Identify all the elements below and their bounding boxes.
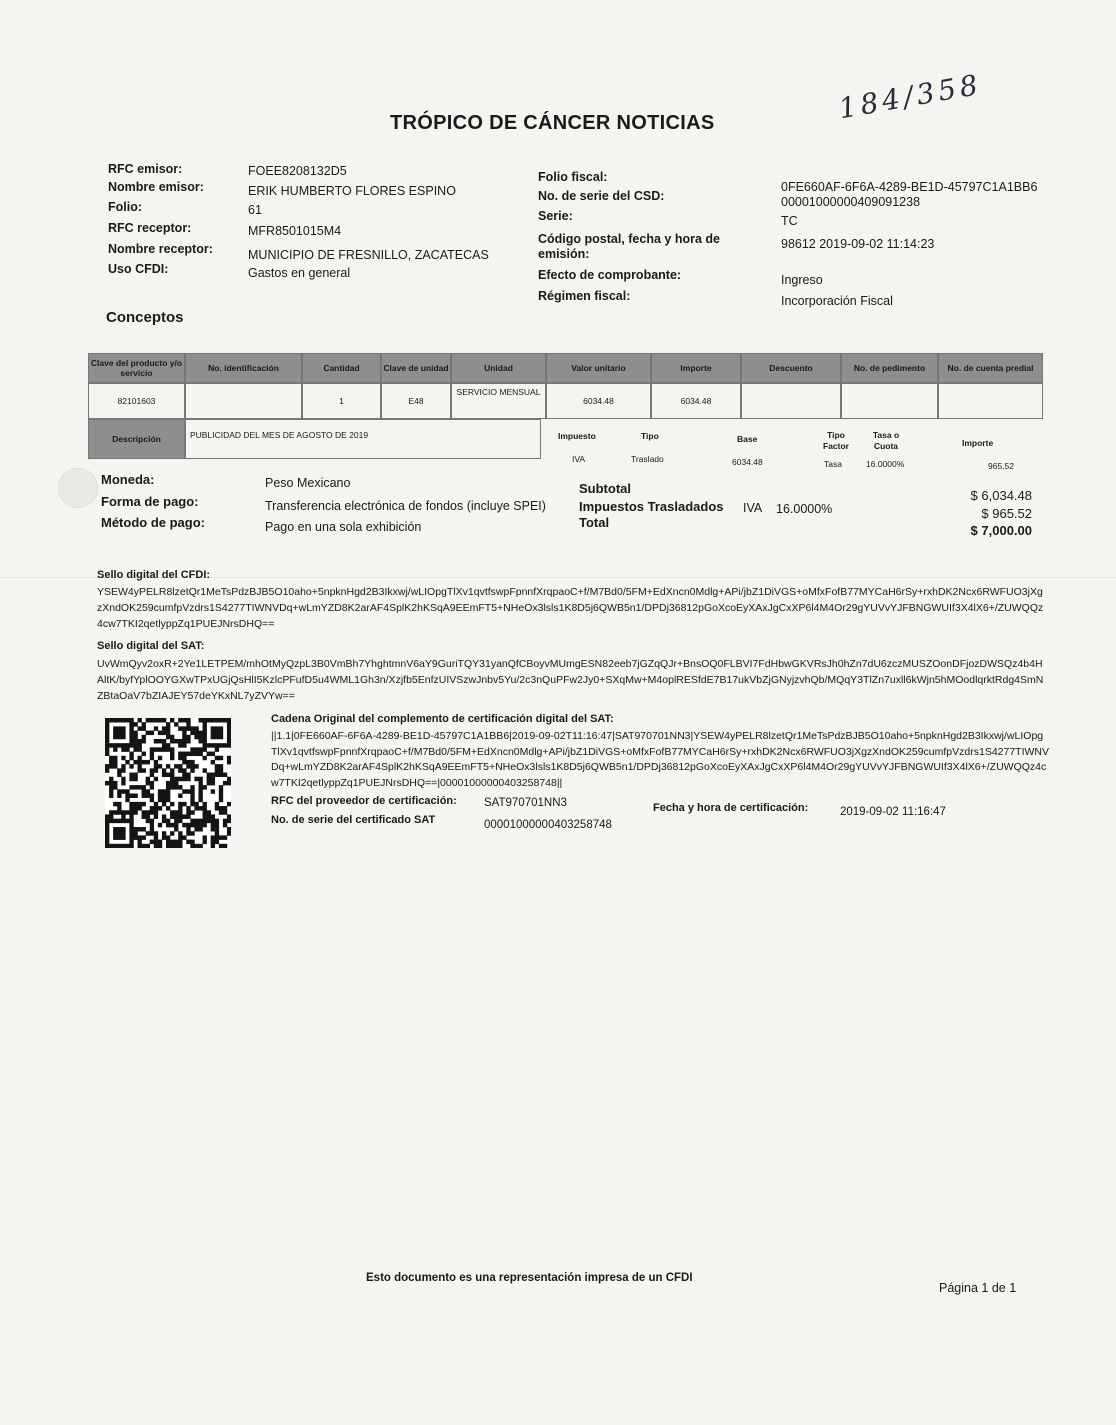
tax-impuesto-header: Impuesto — [558, 431, 596, 441]
page-number: Página 1 de 1 — [939, 1281, 1017, 1295]
folio-value: 61 — [248, 203, 262, 217]
tax-base-header: Base — [737, 434, 758, 444]
cp-label-line2: emisión: — [538, 247, 590, 261]
moneda-label: Moneda: — [101, 472, 155, 487]
th-descuento: Descuento — [741, 353, 841, 383]
uso-cfdi-label: Uso CFDI: — [108, 262, 169, 276]
forma-pago-value: Transferencia electrónica de fondos (incluye SPEI) — [265, 499, 546, 513]
nombre-emisor-label: Nombre emisor: — [108, 180, 204, 194]
conceptos-heading: Conceptos — [106, 309, 184, 326]
rfc-proveedor-label: RFC del proveedor de certificación: — [271, 795, 457, 807]
tax-impuesto-value: IVA — [572, 454, 586, 464]
cp-label-line1: Código postal, fecha y hora de — [538, 232, 720, 246]
td-clave-unidad: E48 — [381, 383, 451, 419]
moneda-value: Peso Mexicano — [265, 476, 351, 490]
impuestos-tipo: IVA — [743, 501, 763, 515]
td-no-cuenta-predial — [938, 383, 1043, 419]
serie-sat-label: No. de serie del certificado SAT — [271, 814, 436, 826]
descripcion-label: Descripción — [88, 419, 185, 459]
descripcion-value: PUBLICIDAD DEL MES DE AGOSTO DE 2019 — [185, 419, 541, 459]
total-value: $ 7,000.00 — [970, 523, 1032, 538]
th-no-cuenta-predial: No. de cuenta predial — [938, 353, 1043, 383]
folio-fiscal-value: 0FE660AF-6F6A-4289-BE1D-45797C1A1BB6 — [781, 180, 1038, 194]
qr-code-icon — [105, 718, 231, 848]
th-importe: Importe — [651, 353, 741, 383]
serie-csd-value: 00001000000409091238 — [781, 195, 921, 209]
metodo-pago-value: Pago en una sola exhibición — [265, 520, 422, 534]
th-cantidad: Cantidad — [302, 353, 381, 383]
rfc-receptor-label: RFC receptor: — [108, 221, 192, 235]
tax-tipo-factor-header: Tipo Factor — [823, 430, 849, 451]
tax-base-value: 6034.48 — [732, 457, 763, 467]
sello-cfdi-value: YSEW4yPELR8lzetQr1MeTsPdzBJB5O10aho+5npknHgd2B3Ikxwj/wLIOpgTlXv1qvtfswpFpnnfXrqpaoC+f/M7Bd0/5FM+EdXncn0Mdlg+APi/jbZ1DiVGS+oMfxFofB77MYCaH6rSy+rxhDK2Ncx6RWFUO3jXgzXndOK259cumfpVzdrs1S4277TIWNVDq+wLmYZD8K2arAF4SplK2hKSqA9EEmFT5+NHeOx3lsls1K8D5j6QWB5n1/DPDj36812pGoXcoEyXAxJgCxXP6l4M4Or29gYUVvYJFBNGWUIf3X4lX6+/ZUWQQz4cw7TKI2qetlyppZq1PUEJNrsDHQ== — [97, 586, 1044, 630]
td-descuento — [741, 383, 841, 419]
th-unidad: Unidad — [451, 353, 546, 383]
fecha-certificacion-value: 2019-09-02 11:16:47 — [840, 806, 946, 818]
impuestos-label: Impuestos Trasladados — [579, 499, 724, 514]
impuestos-tasa: 16.0000% — [776, 502, 833, 516]
tax-tipo-header: Tipo — [641, 431, 659, 441]
serie-csd-label: No. de serie del CSD: — [538, 189, 665, 203]
th-valor-unitario: Valor unitario — [546, 353, 651, 383]
rfc-receptor-value: MFR8501015M4 — [248, 224, 342, 238]
serie-label: Serie: — [538, 209, 573, 223]
td-unidad: SERVICIO MENSUAL — [451, 383, 546, 419]
cp-fecha-value: 98612 2019-09-02 11:14:23 — [781, 237, 935, 251]
tax-importe-value: 965.52 — [988, 461, 1014, 471]
qr-code — [105, 718, 231, 848]
impuestos-value: $ 965.52 — [981, 506, 1032, 521]
efecto-value: Ingreso — [781, 273, 823, 287]
cadena-value: ||1.1|0FE660AF-6F6A-4289-BE1D-45797C1A1BB6|2019-09-02T11:16:47|SAT970701NN3|YSEW4yPELR8lzetQr1MeTsPdzBJB5O10aho+5npknHgd2B3Ikxwj/wLIOpgTlXv1qvtfswpFpnnfXrqpaoC+f/M7Bd0/5FM+EdXncn0Mdlg+APi/jbZ1DiVGS+oMfxFofB77MYCaH6rSy+rxhDK2Ncx6RWFUO3jXgzXndOK259cumfpVzdrs1S4277TIWNVDq+wLmYZD8K2arAF4SplK2hKSqA9EEmFT5+NHeOx3lsls1K8D5j6QWB5n1/DPDj36812pGoXcoEyXAxJgCxXP6l4M4Or29gYUVvYJFBNGWUIf3X4lX6+/ZUWQQz4cw7TKI2qetlyppZq1PUEJNrsDHQ==|00001000000403258748|| — [271, 730, 1050, 789]
regimen-label: Régimen fiscal: — [538, 289, 631, 303]
rfc-emisor-value: FOEE8208132D5 — [248, 164, 347, 178]
tax-tipo-factor-value: Tasa — [824, 459, 842, 469]
nombre-receptor-value: MUNICIPIO DE FRESNILLO, ZACATECAS — [248, 248, 489, 262]
footer-note: Esto documento es una representación impresa de un CFDI — [366, 1272, 693, 1284]
total-label: Total — [579, 515, 610, 530]
td-valor-unitario: 6034.48 — [546, 383, 651, 419]
regimen-value: Incorporación Fiscal — [781, 294, 893, 308]
td-clave-producto: 82101603 — [88, 383, 185, 419]
sello-sat-value: UvWmQyv2oxR+2Ye1LETPEM/mhOtMyQzpL3B0VmBh7YhghtmnV6aY9GuriTQY31yanQfCBoyvMUmgESN82eeb7jGZqQJr+BnsOQ0FLBVI7FdHbwGKVRsJh0hZn7dU6zczMUSZOonDFjozDWSQz4b4HAltK/byfYplOOYGXwTPxUGjQsHlI5KzlcPFufD5u4WML1Gh3n/Xzjfb5EnfzUIVSzwJnbv5Yu/2c3nQuPFw2Jy0+SXqMw+M4oplRESfdE7B17ukVbZjGNyjzvhQb/MQqY3TlZn7uxll6kWjn5hMOodlqrktRdg4SmNZBtaOaV7bZIAJEY57deYKxNL7yZVYw== — [97, 658, 1044, 702]
forma-pago-label: Forma de pago: — [101, 494, 199, 509]
handwritten-page-note: 184/358 — [836, 67, 985, 126]
sello-sat-label: Sello digital del SAT: — [97, 640, 205, 652]
subtotal-label: Subtotal — [579, 481, 631, 496]
serie-value: TC — [781, 214, 798, 228]
cadena-label: Cadena Original del complemento de certificación digital del SAT: — [271, 713, 614, 725]
th-clave-unidad: Clave de unidad — [381, 353, 451, 383]
rfc-proveedor-value: SAT970701NN3 — [484, 797, 567, 809]
td-no-identificacion — [185, 383, 302, 419]
tax-tasa-cuota-value: 16.0000% — [866, 459, 905, 469]
document-title: TRÓPICO DE CÁNCER NOTICIAS — [390, 112, 715, 134]
efecto-label: Efecto de comprobante: — [538, 268, 682, 282]
tax-tasa-cuota-header: Tasa o Cuota — [872, 430, 900, 451]
tax-importe-header: Importe — [962, 438, 994, 448]
th-clave-producto: Clave del producto y/o servicio — [88, 353, 185, 383]
td-no-pedimento — [841, 383, 938, 419]
td-cantidad: 1 — [302, 383, 381, 419]
punch-hole-mark — [58, 468, 98, 508]
td-importe: 6034.48 — [651, 383, 741, 419]
serie-sat-value: 00001000000403258748 — [484, 819, 612, 831]
rfc-emisor-label: RFC emisor: — [108, 162, 183, 176]
metodo-pago-label: Método de pago: — [101, 515, 205, 530]
nombre-receptor-label: Nombre receptor: — [108, 242, 213, 256]
fecha-certificacion-label: Fecha y hora de certificación: — [653, 802, 809, 814]
tax-tipo-value: Traslado — [631, 454, 664, 464]
subtotal-value: $ 6,034.48 — [970, 488, 1032, 503]
folio-label: Folio: — [108, 200, 143, 214]
th-no-pedimento: No. de pedimento — [841, 353, 938, 383]
uso-cfdi-value: Gastos en general — [248, 266, 351, 280]
folio-fiscal-label: Folio fiscal: — [538, 170, 608, 184]
nombre-emisor-value: ERIK HUMBERTO FLORES ESPINO — [248, 184, 456, 198]
th-no-identificacion: No. identificación — [185, 353, 302, 383]
sello-cfdi-label: Sello digital del CFDI: — [97, 569, 211, 581]
